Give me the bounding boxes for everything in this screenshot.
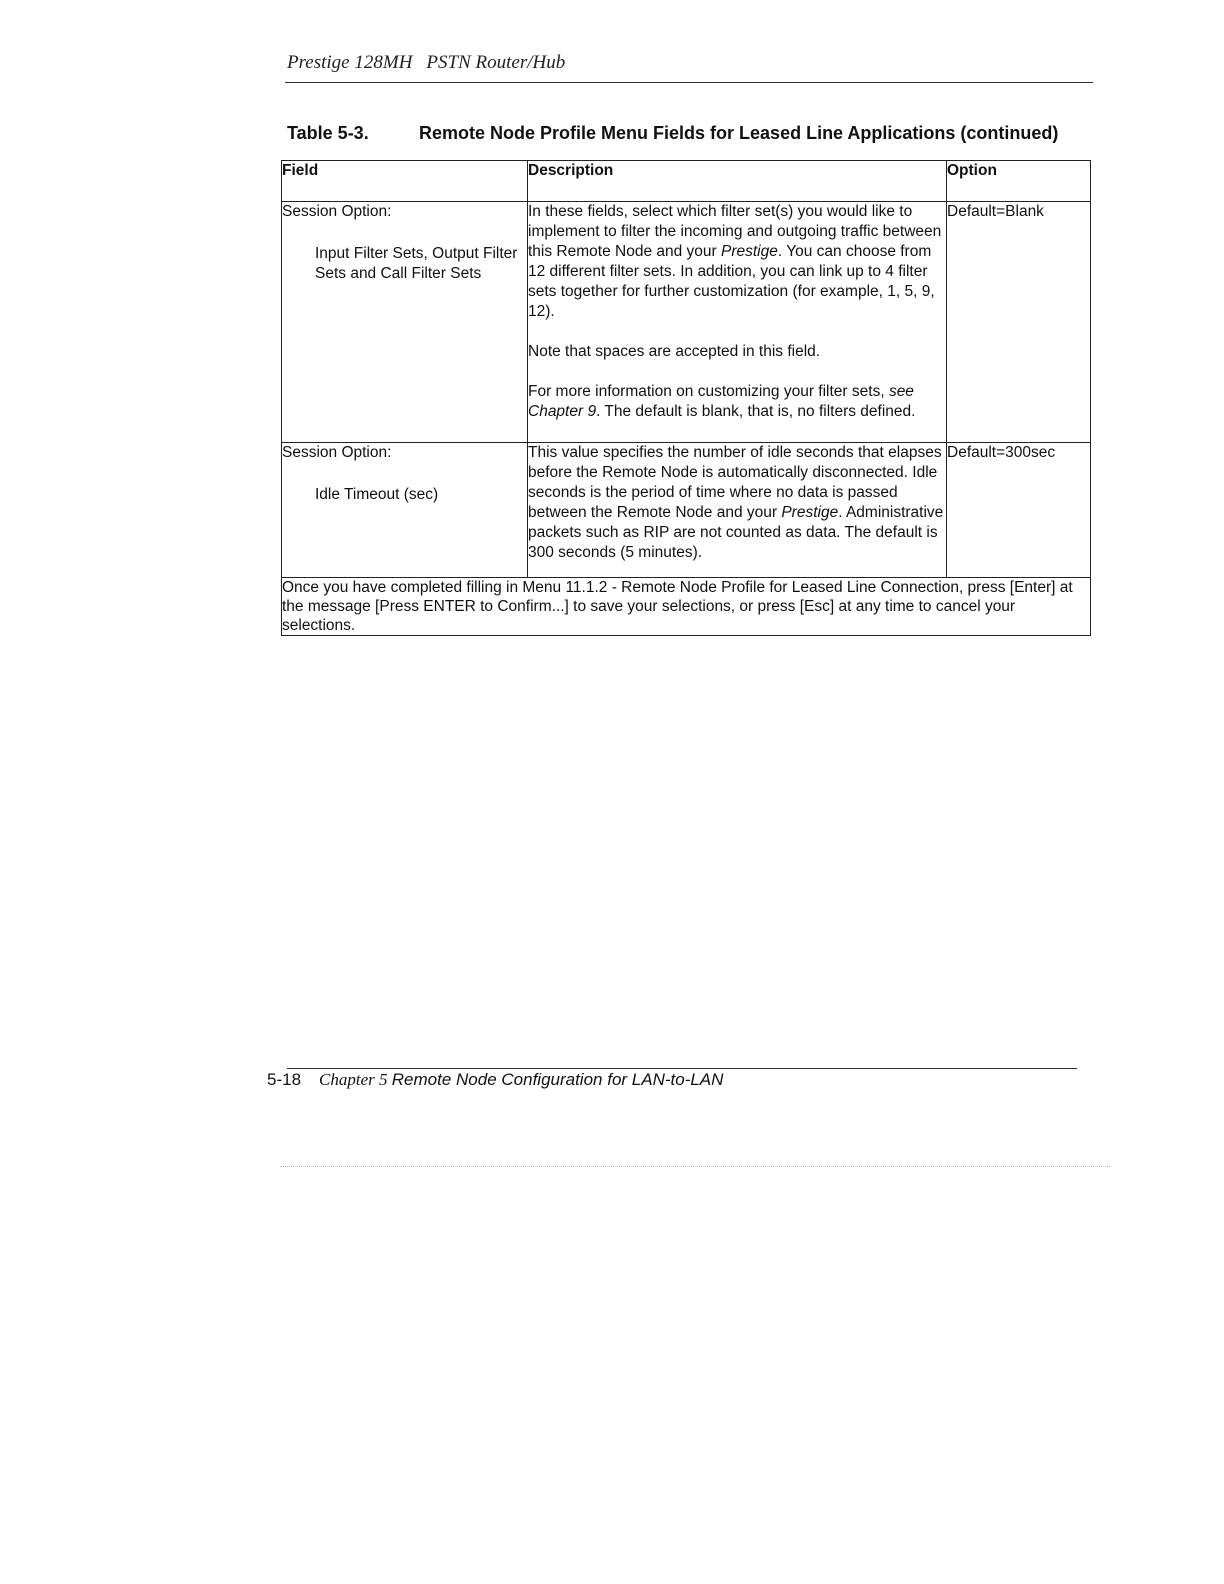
table-header-row [282, 161, 1091, 202]
field-title: Session Option: [282, 444, 392, 461]
option-cell: Default=Blank [947, 202, 1091, 443]
description-paragraph: This value specifies the number of idle seconds that elapses before the Remote Node is automatically disconnected. Idle seconds is the period of time where no data is passed between the Remote Node and your Prestige. Administrative packets such as RIP are not counted as data. The default is 300 seconds (5 minutes). [528, 444, 944, 561]
page-number: 5-18 [267, 1070, 302, 1089]
description-paragraph: For more information on customizing your filter sets, see Chapter 9. The default is blank, that is, no filters defined. [528, 383, 916, 420]
footer-chapter: Chapter 5 Remote Node Configuration for LAN-to-LAN [319, 1070, 724, 1089]
table-number: Table 5-3. [287, 123, 369, 143]
field-cell [282, 443, 528, 578]
scan-artifact-line [280, 1166, 1110, 1167]
description-cell [528, 202, 947, 443]
description-paragraph: Note that spaces are accepted in this field. [528, 343, 821, 360]
table-row [282, 443, 1091, 578]
column-header-field: Field [282, 161, 528, 202]
description-paragraph: In these fields, select which filter set(s) you would like to implement to filter the incoming and outgoing traffic between this Remote Node and your Prestige. You can choose from 12 different filter sets. In addition, you can link up to 4 filter sets together for further customization (for example, 1, 5, 9, 12). [528, 203, 942, 320]
table-note-row [282, 578, 1091, 636]
column-header-description: Description [528, 161, 947, 202]
description-cell [528, 443, 947, 578]
field-title: Session Option: [282, 203, 392, 220]
header-product: Prestige 128MH [287, 52, 413, 73]
footer-chapter-title: Remote Node Configuration for LAN-to-LAN [391, 1070, 724, 1089]
column-header-option: Option [947, 161, 1091, 202]
table-caption [287, 123, 1087, 144]
fields-table [281, 160, 1091, 636]
table-note: Once you have completed filling in Menu 11.1.2 - Remote Node Profile for Leased Line Connection, press [Enter] at the message [Press ENTER to Confirm...] to save your selections, or press [Esc] at any time to cancel your selections. [282, 578, 1091, 636]
page-footer [267, 1070, 723, 1090]
field-subtitle: Idle Timeout (sec) [315, 486, 439, 503]
running-header [287, 52, 565, 74]
header-subtitle: PSTN Router/Hub [426, 52, 566, 73]
field-cell [282, 202, 528, 443]
field-subtitle: Input Filter Sets, Output Filter Sets and Call Filter Sets [315, 245, 518, 282]
footer-rule [287, 1068, 1077, 1069]
table-row [282, 202, 1091, 443]
option-cell: Default=300sec [947, 443, 1091, 578]
table-title: Remote Node Profile Menu Fields for Leased Line Applications (continued) [419, 123, 1059, 143]
header-rule [285, 82, 1093, 83]
